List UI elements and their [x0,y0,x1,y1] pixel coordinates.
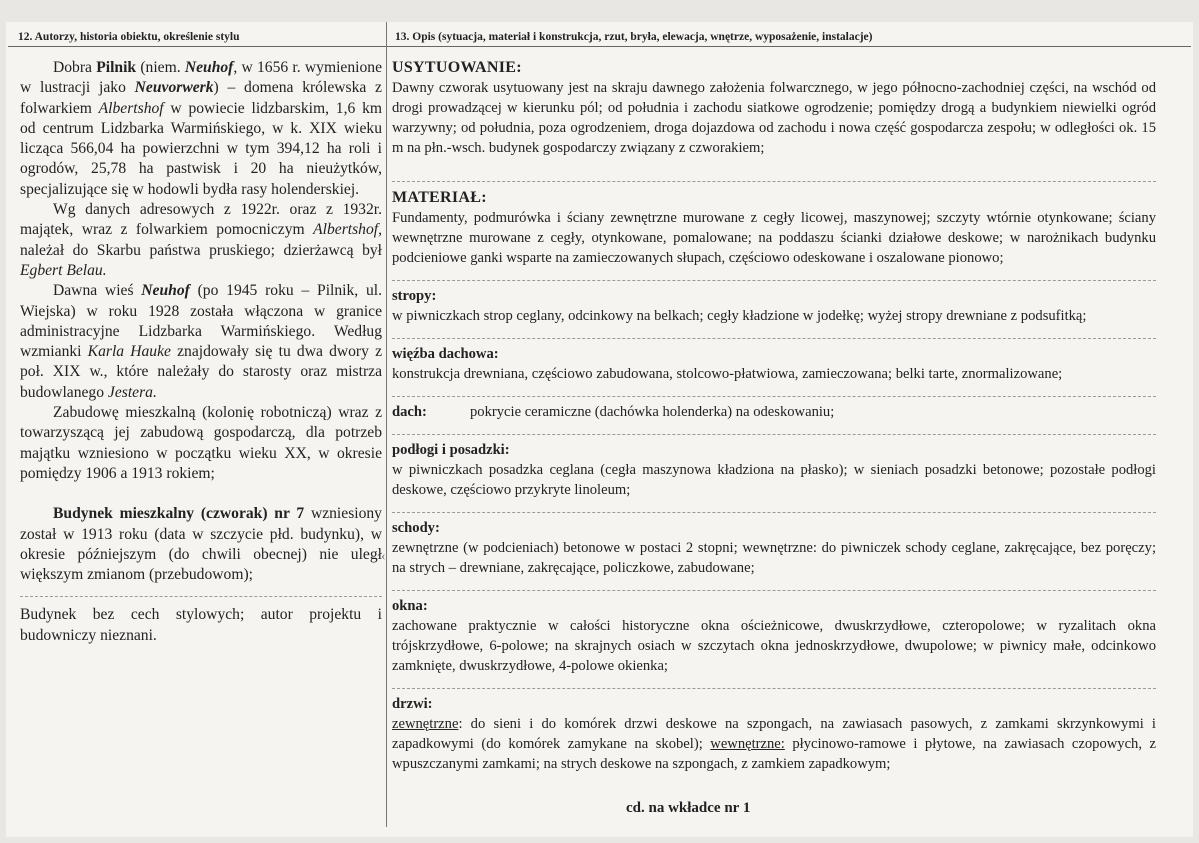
roof-truss-title: więźba dachowa: [392,346,499,362]
history-paragraph-3: Dawna wieś Neuhof (po 1945 roku – Pilnik, ul. Wiejska) w roku 1928 została włączona w granice administracyjne Lidzbarka Warmińskiego. Według wzmianki Karla Hauke znajdowały się tu dwa dwory z poł. XIX w., które należały do starosty oraz mistrza budowlanego Jestera. [20,282,383,401]
divider [392,434,1156,435]
stairs-title: schody: [392,520,440,536]
divider [392,688,1156,689]
section-12-header: 12. Autorzy, historia obiektu, określenie stylu [18,31,240,43]
ceilings-text: w piwniczkach strop ceglany, odcinkowy na belkach; cegły kładzione w jodełkę; wyżej stropy drewniane z podsufitką; [392,308,1087,324]
header-divider [8,46,1191,47]
divider [392,396,1156,397]
margin-mark: ‹ [381,549,386,564]
divider [392,280,1156,281]
windows-title: okna: [392,598,428,614]
continuation-note: cd. na wkładce nr 1 [626,800,751,816]
roof-title: dach: [392,404,427,420]
divider [392,590,1156,591]
column-divider [386,22,387,827]
location-title: USYTUOWANIE: [392,59,522,76]
doors-text: zewnętrzne: do sieni i do komórek drzwi deskowe na szpongach, na zawiasach pasowych, z zamkami skrzynkowymi i zapadkowymi (do komórek zamykane na skobel); wewnętrzne: płycinowo-ramowe i płytowe, na zawiasach czopowych, z wpuszczanymi zamkami; na strych deskowe na szpongach, z zamkiem zapadkowym; [392,716,1157,772]
history-column [20,58,382,646]
roof-row [392,402,1156,422]
style-paragraph: Budynek bez cech stylowych; autor projektu i budowniczy nieznani. [20,606,382,644]
roof-text: pokrycie ceramiczne (dachówka holenderka) na odeskowaniu; [470,404,835,420]
doors-title: drzwi: [392,696,433,712]
stairs-text: zewnętrzne (w podcieniach) betonowe w postaci 2 stopni; wewnętrzne: do piwniczek schody ceglane, zakręcające, bez poręczy; na strych – drewniane, zakręcające, policzkowe, zabudowane; [392,540,1156,576]
divider [392,338,1156,339]
material-text: Fundamenty, podmurówka i ściany zewnętrzne murowane z cegły licowej, maszynowej; szczyty wtórnie otynkowane; ściany wewnętrzne murowane z cegły, otynkowane, pomalowane; na poddaszu ścianki działowe deskowe; w narożnikach budynku podcieniowe ganki wsparte na zamieczowanych słupach, częściowo odeskowane i oszalowane pionowo; [392,210,1156,266]
windows-text: zachowane praktycznie w całości historyczne okna ościeżnicowe, dwuskrzydłowe, czteropolowe; w ryzalitach okna trójskrzydłowe, 6-polowe; na skrajnych osiach w szczytach okna jednoskrzydłowe, dwupolowe; w piwnicy małe, odcinkowo zamknięte, dwuskrzydłowe, 4-polowe okienka; [392,618,1156,674]
history-paragraph-4: Zabudowę mieszkalną (kolonię robotniczą) wraz z towarzyszącą jej zabudową gospodarczą, dla potrzeb majątku wzniesiono w początku wieku XX, w okresie pomiędzy 1906 a 1913 rokiem; [20,404,382,482]
description-column [392,58,1156,774]
floors-text: w piwniczkach posadzka ceglana (cegła maszynowa kładziona na płasko); w sieniach posadzki betonowe; pozostałe podłogi deskowe, częściowo przykryte linoleum; [392,462,1156,498]
history-paragraph-1: Dobra Pilnik (niem. Neuhof, w 1656 r. wymienione w lustracji jako Neuvorwerk) – domena królewska z folwarkiem Albertshof w powiecie lidzbarskim, 1,6 km od centrum Lidzbarka Warmińskiego, w k. XIX wieku licząca 566,04 ha powierzchni w tym 394,12 ha roli i ogrodów, 25,78 ha pastwisk i 20 ha nieużytków, specjalizujące się w hodowli bydła rasy holenderskiej. [20,59,382,198]
location-text: Dawny czworak usytuowany jest na skraju dawnego założenia folwarcznego, w jego północno-zachodniej części, na wschód od drogi prowadzącej w kierunku pól; od południa i zachodu siatkowe ogrodzenie; pomiędzy drogą a budynkiem niewielki ogród warzywny; od południa, poza ogrodzeniem, droga dojazdowa od zachodu i nowa część gospodarcza zespołu; w odległości ok. 15 m na płn.-wsch. budynek gospodarczy związany z czworakiem; [392,80,1156,156]
material-title: MATERIAŁ: [392,189,487,206]
divider [392,512,1156,513]
roof-truss-text: konstrukcja drewniana, częściowo zabudowana, stolcowo-płatwiowa, zamieczowana; belki tarte, znormalizowane; [392,366,1063,382]
building-paragraph: Budynek mieszkalny (czworak) nr 7 wzniesiony został w 1913 roku (data w szczycie płd. budynku), w okresie późniejszym (do chwili obecnej) nie uległ większym zmianom (przebudowom); [20,505,382,584]
history-paragraph-2: Wg danych adresowych z 1922r. oraz z 1932r. majątek, wraz z folwarkiem pomocniczym Albertshof, należał do Skarbu państwa pruskiego; dzierżawcą był Egbert Belau. [20,201,382,279]
ceilings-title: stropy: [392,288,437,304]
divider [392,181,1156,182]
section-13-header: 13. Opis (sytuacja, materiał i konstrukcja, rzut, bryła, elewacja, wnętrze, wyposażenie, instalacje) [395,31,873,43]
floors-title: podłogi i posadzki: [392,442,510,458]
